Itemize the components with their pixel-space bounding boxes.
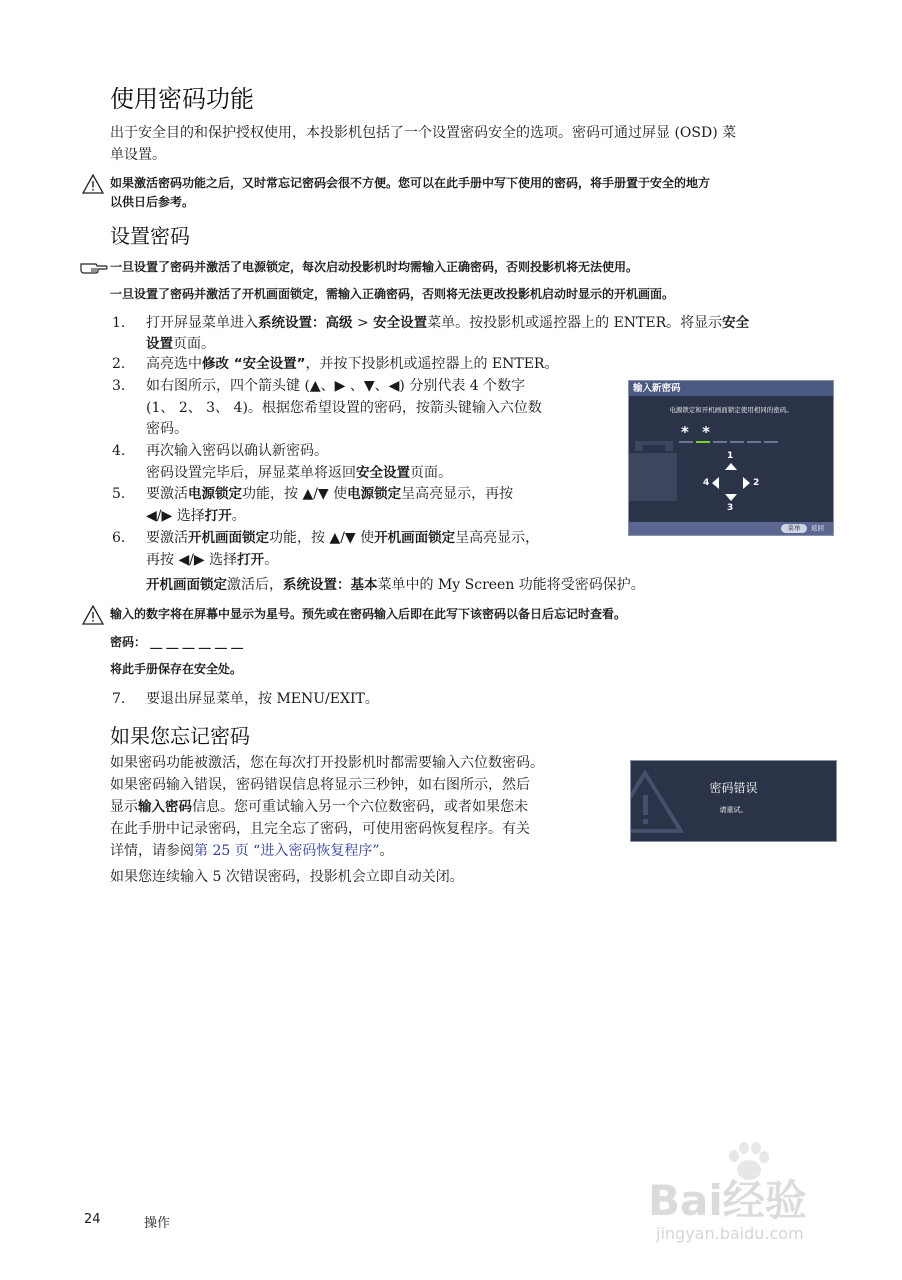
watermark-brand: Bai经验 <box>648 1176 807 1225</box>
section-heading-set-password: 设置密码 <box>110 224 190 248</box>
step-6-line-1: 要激活开机画面锁定功能，按 ▲/▼ 使开机画面锁定呈高亮显示， <box>146 530 540 546</box>
osd-enter-new-password-panel <box>628 380 834 536</box>
warning-note-2: 输入的数字将在屏幕中显示为星号。预先或在密码输入后即在此写下该密码以备日后忘记时查看。 <box>110 607 627 621</box>
hint-note-1: 一旦设置了密码并激活了电源锁定，每次启动投影机时均需输入正确密码，否则投影机将无法使用。 <box>110 260 639 274</box>
keep-safe-note: 将此手册保存在安全处。 <box>110 662 243 676</box>
error-title: 密码错误 <box>709 781 758 795</box>
forgot-line-2: 如果密码输入错误，密码错误信息将显示三秒钟，如右图所示，然后 <box>110 777 530 793</box>
osd-footer <box>629 522 833 535</box>
forgot-line-6: 如果您连续输入 5 次错误密码，投影机会立即自动关闭。 <box>110 869 464 885</box>
forgot-line-4: 在此手册中记录密码，且完全忘了密码，可使用密码恢复程序。有关 <box>110 821 530 837</box>
left-arrow-icon <box>712 477 719 489</box>
warning-icon <box>82 174 104 198</box>
step-2-line: 高亮选中修改 “安全设置”，并按下投影机或遥控器上的 ENTER。 <box>146 356 559 372</box>
password-label: 密码： <box>110 635 147 649</box>
step-3-line-2: (1、 2、 3、 4)。根据您希望设置的密码，按箭头键输入六位数 <box>146 400 542 416</box>
osd-key-1-label: 1 <box>727 451 734 461</box>
step-3-line-3: 密码。 <box>146 421 188 437</box>
osd-menu-button: 菜单 <box>781 524 807 533</box>
hint-note-2: 一旦设置了密码并激活了开机画面锁定，需输入正确密码，否则将无法更改投影机启动时显示的开机画面。 <box>110 287 675 301</box>
lock-icon <box>629 441 709 521</box>
osd-password-stars: * * <box>681 423 714 441</box>
forgot-line-1: 如果密码功能被激活，您在每次打开投影机时都需要输入六位数密码。 <box>110 755 544 771</box>
password-recovery-link[interactable]: 第 25 页 “进入密码恢复程序” <box>194 843 380 859</box>
step-6-line-2: 再按 ◀/▶ 选择打开。 <box>146 552 279 568</box>
password-blanks: __ __ __ __ __ __ <box>150 635 244 649</box>
up-arrow-icon <box>725 463 737 470</box>
osd-subtitle: 电源锁定和开机画面锁定使用相同的密码。 <box>669 406 793 414</box>
right-arrow-icon <box>743 477 750 489</box>
intro-paragraph <box>110 122 736 166</box>
warning-note-1-line-1: 如果激活密码功能之后，又时常忘记密码会很不方便。您可以在此手册中写下使用的密码，将手册置于安全的地方 <box>110 176 711 190</box>
step-4-line-2: 密码设置完毕后，屏显菜单将返回安全设置页面。 <box>146 465 452 481</box>
warning-note-1 <box>110 174 710 212</box>
password-write-line <box>110 633 243 652</box>
page-title: 使用密码功能 <box>110 85 254 113</box>
footer-section: 操作 <box>144 1216 171 1231</box>
osd-back-label: 返回 <box>811 524 824 532</box>
forgot-line-5: 详情，请参阅第 25 页 “进入密码恢复程序”。 <box>110 843 394 859</box>
step-number-6: 6. <box>112 530 126 546</box>
password-error-dialog <box>630 760 837 842</box>
error-message: 请重试。 <box>719 806 748 814</box>
step-number-2: 2. <box>112 356 126 372</box>
down-arrow-icon <box>725 494 737 501</box>
step-1-line-1: 打开屏显菜单进入系统设置：高级 > 安全设置菜单。按投影机或遥控器上的 ENTER。将显示安全 <box>146 315 750 331</box>
warning-icon <box>82 605 104 629</box>
osd-digit-slots <box>679 439 789 445</box>
step-number-4: 4. <box>112 443 126 459</box>
osd-title: 输入新密码 <box>629 381 833 396</box>
osd-key-4-label: 4 <box>703 478 710 488</box>
step-number-3: 3. <box>112 378 126 394</box>
step-1-line-2: 设置页面。 <box>146 336 215 352</box>
step-5-line-2: ◀/▶ 选择打开。 <box>146 508 246 524</box>
step-3-line-1: 如右图所示，四个箭头键 (▲、▶ 、▼、◀) 分别代表 4 个数字 <box>146 378 526 394</box>
warning-note-1-line-2: 以供日后参考。 <box>110 195 195 209</box>
section-heading-forgot-password: 如果您忘记密码 <box>110 724 250 748</box>
watermark-url: jingyan.baidu.com <box>656 1224 804 1243</box>
step-number-5: 5. <box>112 486 126 502</box>
pointing-hand-icon <box>80 258 108 278</box>
step-7-line: 要退出屏显菜单，按 MENU/EXIT。 <box>146 691 379 707</box>
osd-key-2-label: 2 <box>753 478 760 488</box>
step-5-line-1: 要激活电源锁定功能，按 ▲/▼ 使电源锁定呈高亮显示，再按 <box>146 486 514 502</box>
intro-line-1: 出于安全目的和保护授权使用，本投影机包括了一个设置密码安全的选项。密码可通过屏显 (OSD) 菜 <box>110 125 737 141</box>
step-number-7: 7. <box>112 691 126 707</box>
step-number-1: 1. <box>112 315 126 331</box>
intro-line-2: 单设置。 <box>110 147 166 163</box>
step-4-line-1: 再次输入密码以确认新密码。 <box>146 443 328 459</box>
page-number: 24 <box>84 1212 101 1227</box>
forgot-paragraph <box>110 752 620 888</box>
step-6-line-3: 开机画面锁定激活后，系统设置：基本菜单中的 My Screen 功能将受密码保护。 <box>146 577 645 593</box>
forgot-line-3: 显示输入密码信息。您可重试输入另一个六位数密码，或者如果您未 <box>110 799 528 815</box>
osd-key-3-label: 3 <box>727 503 734 513</box>
